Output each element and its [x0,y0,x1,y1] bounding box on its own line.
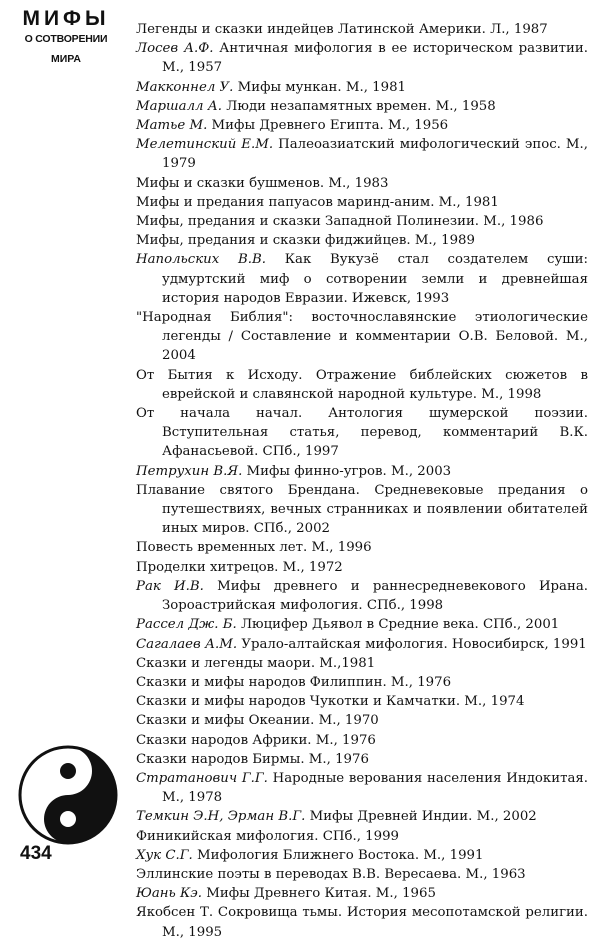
entry-text: Мифы Древнего Египта. М., 1956 [207,118,449,134]
entry-text: Сказки и мифы народов Чукотки и Камчатки. М., 1974 [136,694,525,710]
entry-text: Как Вукузё стал создателем суши: удмуртский миф о сотворении земли и древнейшая история народов Евразии. Ижевск, 1993 [162,252,588,306]
bibliography-entry [136,462,588,481]
entry-text: Мифы и сказки бушменов. М., 1983 [136,175,389,191]
entry-author: Петрухин В.Я. [136,463,243,479]
bibliography-entry [136,404,588,462]
bibliography-entry [136,577,588,615]
entry-text: Люцифер Дьявол в Средние века. СПб., 2001 [236,617,560,633]
bibliography-entry [136,97,588,116]
entry-text: Мифы, предания и сказки Западной Полинезии. М., 1986 [136,214,544,230]
entry-author: Стратанович Г.Г. [136,770,268,786]
bibliography-entry [136,20,588,39]
bibliography-entry [136,116,588,135]
bibliography-entry [136,884,588,903]
entry-text: Финикийская мифология. СПб., 1999 [136,828,399,844]
running-head [16,8,116,64]
entry-text: Мифы мункан. М., 1981 [233,79,406,95]
entry-text: Сказки и мифы народов Филиппин. М., 1976 [136,674,452,690]
entry-text: Мифы древнего и раннесредневекового Ирана. Зороастрийская мифология. СПб., 1998 [162,578,588,614]
entry-author: Лосев А.Ф. [136,41,214,57]
entry-author: Юань Кэ. [136,886,202,902]
page-number: 434 [20,843,52,864]
entry-text: Урало-алтайская мифология. Новосибирск, 1991 [237,636,587,652]
bibliography-entry [136,78,588,97]
entry-text: Народные верования населения Индокитая. М., 1978 [162,770,588,806]
bibliography-entry [136,846,588,865]
bibliography-entry [136,481,588,539]
entry-text: Сказки народов Африки. М., 1976 [136,732,376,748]
entry-author: Матье М. [136,118,208,134]
entry-text: Эллинские поэты в переводах В.В. Вересаева. М., 1963 [136,866,526,882]
entry-author: Хук С.Г. [136,847,193,863]
bibliography-entry [136,654,588,673]
page-sidebar [0,0,128,871]
entry-author: Сагалаев А.М. [136,636,238,652]
bibliography-entry [136,711,588,730]
entry-author: Маршалл А. [136,98,223,114]
yin-yang-icon [18,745,118,845]
entry-text: Люди незапамятных времен. М., 1958 [222,98,496,114]
entry-author: Мелетинский Е.М. [136,137,274,153]
entry-text: Мифы, предания и сказки фиджийцев. М., 1989 [136,233,475,249]
bibliography-entry [136,212,588,231]
bibliography-entry [136,366,588,404]
bibliography-entry [136,193,588,212]
entry-text: Проделки хитрецов. М., 1972 [136,559,343,575]
entry-text: Повесть временных лет. М., 1996 [136,540,372,556]
bibliography-entry [136,769,588,807]
entry-text: Плавание святого Брендана. Средневековые предания о путешествиях, вечных странниках и появлении обитателей иных миров. СПб., 2002 [136,482,588,537]
bibliography-entry [136,731,588,750]
entry-author: Макконнел У. [136,79,234,95]
bibliography-list [136,20,588,942]
entry-text: Мифы Древней Индии. М., 2002 [305,809,537,825]
entry-text: Палеоазиатский мифологический эпос. М., 1979 [162,137,588,172]
bibliography-entry [136,538,588,557]
entry-text: Легенды и сказки индейцев Латинской Америки. Л., 1987 [136,22,548,37]
running-head-subtitle-line1: О СОТВОРЕНИИ [24,33,108,45]
bibliography-entry [136,673,588,692]
bibliography-entry [136,174,588,193]
entry-author: Рассел Дж. Б. [136,617,237,633]
bibliography-entry [136,250,588,308]
bibliography-entry [136,750,588,769]
entry-text: Якобсен Т. Сокровища тьмы. История месопотамской религии. М., 1995 [136,905,588,940]
entry-text: Сказки народов Бирмы. М., 1976 [136,751,369,767]
bibliography-entry [136,558,588,577]
running-head-title: МИФЫ [22,7,110,30]
entry-author: Рак И.В. [136,578,204,594]
bibliography-entry [136,903,588,941]
bibliography-entry [136,635,588,654]
entry-text: От Бытия к Исходу. Отражение библейских сюжетов в еврейской и славянской народной культуре. М., 1998 [136,367,588,402]
bibliography-entry [136,39,588,77]
entry-text: От начала начал. Антология шумерской поэзии. Вступительная статья, перевод, комментарий В.К. Афанасьевой. СПб., 1997 [136,406,588,460]
entry-text: Античная мифология в ее историческом развитии. М., 1957 [162,41,588,76]
bibliography-entry [136,615,588,634]
running-head-subtitle-line2: МИРА [51,52,81,65]
bibliography-entry [136,827,588,846]
entry-text: Сказки и мифы Океании. М., 1970 [136,713,379,729]
entry-text: Мифы Древнего Китая. М., 1965 [202,886,436,902]
entry-text: "Народная Библия": восточнославянские этиологические легенды / Составление и комментарии О.В. Беловой. М., 2004 [136,310,588,364]
entry-text: Мифы финно-угров. М., 2003 [242,463,452,479]
bibliography-entry [136,135,588,173]
bibliography-entry [136,231,588,250]
bibliography-entry [136,308,588,366]
entry-author: Темкин Э.Н, Эрман В.Г. [136,809,306,825]
bibliography-entry [136,692,588,711]
bibliography-entry [136,865,588,884]
entry-text: Сказки и легенды маори. М.,1981 [136,655,376,671]
bibliography-entry [136,807,588,826]
entry-text: Мифология Ближнего Востока. М., 1991 [192,847,484,863]
entry-text: Мифы и предания папуасов маринд-аним. М., 1981 [136,194,499,210]
entry-author: Напольских В.В. [136,252,266,268]
